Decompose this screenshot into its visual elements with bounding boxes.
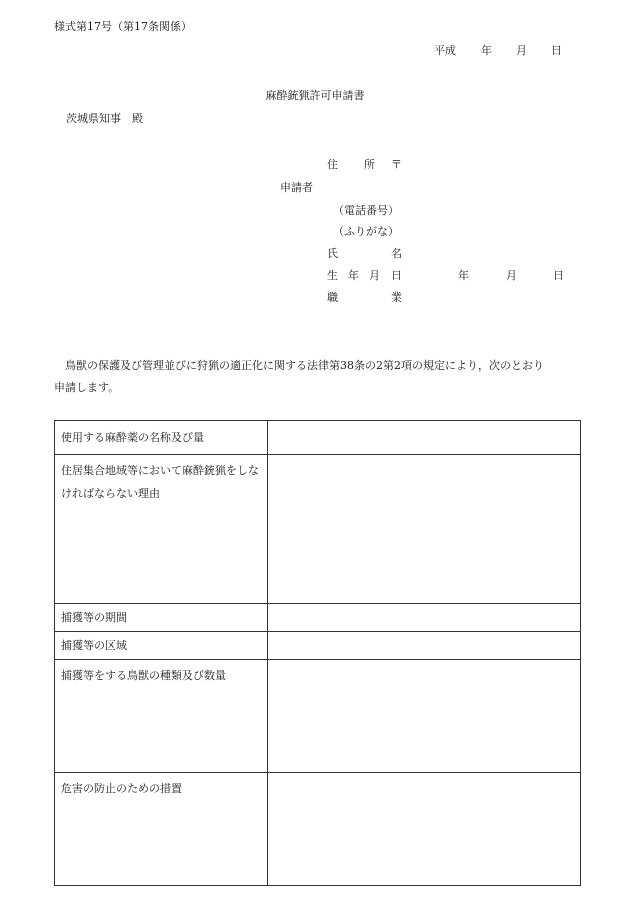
phone-label: （電話番号） [333,204,399,217]
applicant-label: 申請者 [280,181,313,194]
birth-label-1: 生 [327,269,338,282]
table-row [55,660,581,773]
table-row [55,604,581,632]
name-label-1: 氏 [327,247,338,260]
table-row [55,421,581,455]
row-label-area: 捕獲等の区域 [55,632,268,660]
row-value-safety[interactable] [268,773,581,886]
postal-mark: 〒 [391,158,402,171]
date-month: 月 [516,44,527,57]
row-value-period[interactable] [268,604,581,632]
row-label-anesthetic: 使用する麻酔薬の名称及び量 [55,421,268,455]
birth-label-3: 月 [369,269,380,282]
form-number: 様式第17号（第17条関係） [54,20,192,33]
document-title: 麻酔銃猟許可申請書 [265,89,365,102]
row-value-anesthetic[interactable] [268,421,581,455]
table-row [55,773,581,886]
occupation-label-1: 職 [327,291,338,304]
date-day: 日 [551,44,562,57]
row-label-safety: 危害の防止のための措置 [55,773,268,886]
address-label-1: 住 [327,158,338,171]
row-label-reason: 住居集合地域等において麻酔銃猟をしなければならない理由 [55,455,268,604]
addressee: 茨城県知事 殿 [66,112,143,125]
birth-month: 月 [506,269,517,282]
furigana-label: （ふりがな） [333,225,399,238]
row-value-reason[interactable] [268,455,581,604]
birth-day: 日 [553,269,564,282]
date-year: 年 [481,44,492,57]
row-label-species: 捕獲等をする鳥獣の種類及び数量 [55,660,268,773]
name-label-2: 名 [391,247,402,260]
birth-label-2: 年 [348,269,359,282]
row-value-area[interactable] [268,632,581,660]
application-table [54,420,581,886]
statement-line-2: 申請します。 [54,381,120,394]
statement-line-1: 鳥獣の保護及び管理並びに狩猟の適正化に関する法律第38条の2第2項の規定により，次のとおり [65,359,544,372]
table-row [55,632,581,660]
address-label-2: 所 [364,158,375,171]
table-row [55,455,581,604]
row-value-species[interactable] [268,660,581,773]
birth-year: 年 [458,269,469,282]
statement [54,355,584,399]
date-era: 平成 [434,44,456,57]
birth-label-4: 日 [391,269,402,282]
occupation-label-2: 業 [391,291,402,304]
row-label-period: 捕獲等の期間 [55,604,268,632]
